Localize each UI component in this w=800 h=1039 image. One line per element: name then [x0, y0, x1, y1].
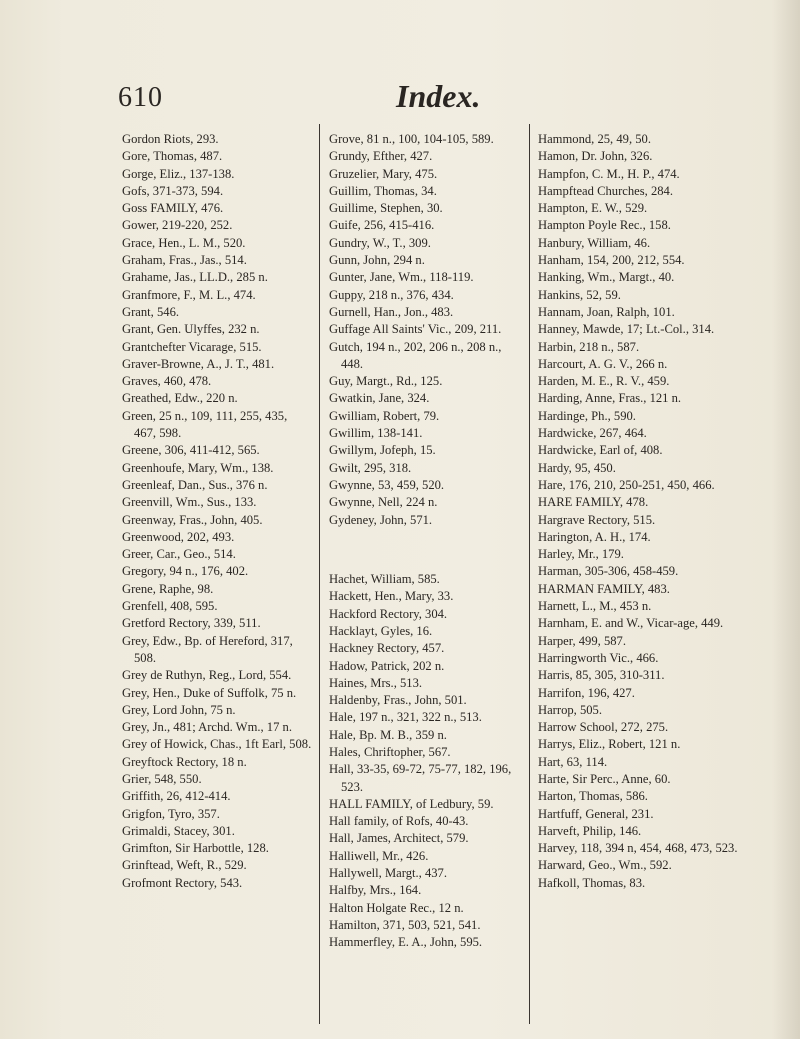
index-entry: Halton Holgate Rec., 12 n.	[329, 900, 464, 915]
index-entry: Hackford Rectory, 304.	[329, 606, 448, 621]
index-entry: Haldenby, Fras., John, 501.	[329, 693, 467, 708]
index-entry: Grey de Ruthyn, Reg., Lord, 554.	[122, 668, 292, 683]
index-entry: Greyftock Rectory, 18 n.	[122, 754, 247, 769]
index-entry: Grimaldi, Stacey, 301.	[122, 823, 235, 838]
index-entry: Grant, 546.	[122, 304, 180, 319]
index-entry: Harrifon, 196, 427.	[538, 685, 635, 700]
index-entry: Grey, Lord John, 75 n.	[122, 702, 236, 717]
index-entry: Gunter, Jane, Wm., 118-119.	[329, 270, 474, 285]
index-entry: HARE FAMILY, 478.	[538, 495, 649, 510]
index-entry: Grey, Edw., Bp. of Hereford, 317, 508.	[122, 633, 293, 665]
index-entry: Grenfell, 408, 595.	[122, 599, 218, 614]
index-entry: Harvey, 118, 394 n, 454, 468, 473, 523.	[538, 841, 738, 856]
index-entry: Greenvill, Wm., Sus., 133.	[122, 495, 257, 510]
index-entry: Gydeney, John, 571.	[329, 512, 433, 527]
index-entry: Harris, 85, 305, 310-311.	[538, 668, 665, 683]
index-entry: Harnett, L., M., 453 n.	[538, 599, 652, 614]
index-entry: Hannam, Joan, Ralph, 101.	[538, 304, 675, 319]
index-entry: Grofmont Rectory, 543.	[122, 875, 243, 890]
index-entry: Hale, 197 n., 321, 322 n., 513.	[329, 710, 482, 725]
index-entry: Gwynne, 53, 459, 520.	[329, 477, 445, 492]
index-entry: Grace, Hen., L. M., 520.	[122, 235, 246, 250]
index-entry: Hafkoll, Thomas, 83.	[538, 875, 646, 890]
index-entry: Gurnell, Han., Jon., 483.	[329, 304, 454, 319]
index-entry: Hachet, William, 585.	[329, 572, 440, 587]
index-entry: Harbin, 218 n., 587.	[538, 339, 640, 354]
index-entry: Hamilton, 371, 503, 521, 541.	[329, 917, 481, 932]
index-entry: Gwynne, Nell, 224 n.	[329, 495, 438, 510]
index-column-2	[329, 131, 525, 952]
index-entry: Hardinge, Ph., 590.	[538, 408, 636, 423]
index-entry: Harley, Mr., 179.	[538, 547, 624, 562]
index-entry: Harcourt, A. G. V., 266 n.	[538, 356, 668, 371]
index-entry: Gruzelier, Mary, 475.	[329, 166, 438, 181]
index-entry: Gundry, W., T., 309.	[329, 235, 431, 250]
index-entry: Green, 25 n., 109, 111, 255, 435, 467, 598.	[122, 408, 288, 441]
index-entry: Hadow, Patrick, 202 n.	[329, 658, 445, 673]
page-number: 610	[118, 82, 163, 113]
index-entry: Hanham, 154, 200, 212, 554.	[538, 253, 685, 268]
index-entry: Grigfon, Tyro, 357.	[122, 806, 220, 821]
index-entry: HALL FAMILY, of Ledbury, 59.	[329, 796, 494, 811]
index-entry: Hales, Chriftopher, 567.	[329, 744, 451, 759]
index-entry: Harrys, Eliz., Robert, 121 n.	[538, 737, 681, 752]
index-entry: Guy, Margt., Rd., 125.	[329, 374, 443, 389]
index-entry: Halfby, Mrs., 164.	[329, 883, 422, 898]
index-entry: Greer, Car., Geo., 514.	[122, 547, 236, 562]
index-entry: Greenwood, 202, 493.	[122, 529, 235, 544]
index-entry: Grey of Howick, Chas., 1ft Earl, 508.	[122, 737, 312, 752]
index-entry: Harward, Geo., Wm., 592.	[538, 858, 672, 873]
index-column-3	[538, 131, 738, 892]
index-entry: Harrow School, 272, 275.	[538, 720, 669, 735]
index-entry: Harding, Anne, Fras., 121 n.	[538, 391, 682, 406]
index-entry: Grundy, Efther, 427.	[329, 149, 433, 164]
column-rule	[529, 124, 530, 1024]
index-entry: Gutch, 194 n., 202, 206 n., 208 n., 448.	[329, 339, 502, 371]
index-entry: Hale, Bp. M. B., 359 n.	[329, 727, 447, 742]
index-entry: Hanking, Wm., Margt., 40.	[538, 270, 675, 285]
index-entry: Grier, 548, 550.	[122, 771, 202, 786]
index-entry: Greenway, Fras., John, 405.	[122, 512, 263, 527]
index-entry: Hanney, Mawde, 17; Lt.-Col., 314.	[538, 322, 715, 337]
index-entry: Hacklayt, Gyles, 16.	[329, 623, 433, 638]
index-entry: Graves, 460, 478.	[122, 374, 212, 389]
index-entry: Gofs, 371-373, 594.	[122, 183, 224, 198]
index-entry: Gwilliam, Robert, 79.	[329, 408, 440, 423]
index-entry: Harringworth Vic., 466.	[538, 650, 659, 665]
index-entry: Hall family, of Rofs, 40-43.	[329, 814, 469, 829]
index-entry: Hampton, E. W., 529.	[538, 201, 648, 216]
index-entry: Grimfton, Sir Harbottle, 128.	[122, 841, 269, 856]
index-entry: Grantchefter Vicarage, 515.	[122, 339, 262, 354]
index-entry: Graham, Fras., Jas., 514.	[122, 253, 247, 268]
index-entry: Hampton Poyle Rec., 158.	[538, 218, 671, 233]
index-entry: Gwillim, 138-141.	[329, 426, 423, 441]
index-entry: Gwillym, Jofeph, 15.	[329, 443, 436, 458]
index-entry: Haines, Mrs., 513.	[329, 675, 423, 690]
index-entry: Gregory, 94 n., 176, 402.	[122, 564, 249, 579]
running-title: Index.	[396, 78, 481, 114]
index-entry: Griffith, 26, 412-414.	[122, 789, 231, 804]
index-entry: Gwilt, 295, 318.	[329, 460, 412, 475]
index-entry: Hartfuff, General, 231.	[538, 806, 654, 821]
index-entry: Hargrave Rectory, 515.	[538, 512, 656, 527]
index-entry: Grey, Hen., Duke of Suffolk, 75 n.	[122, 685, 297, 700]
index-entry: Grahame, Jas., LL.D., 285 n.	[122, 270, 268, 285]
index-entry: Greene, 306, 411-412, 565.	[122, 443, 260, 458]
column-rule	[319, 124, 320, 1024]
index-entry: Grant, Gen. Ulyffes, 232 n.	[122, 322, 260, 337]
index-column-1	[122, 131, 312, 892]
index-entry: HARMAN FAMILY, 483.	[538, 581, 670, 596]
index-entry: Gorge, Eliz., 137-138.	[122, 166, 235, 181]
index-entry: Harnham, E. and W., Vicar-age, 449.	[538, 616, 724, 631]
index-entry: Granfmore, F., M. L., 474.	[122, 287, 256, 302]
index-entry: Gore, Thomas, 487.	[122, 149, 223, 164]
index-entry: Grene, Raphe, 98.	[122, 581, 214, 596]
index-entry: Guillim, Thomas, 34.	[329, 183, 437, 198]
index-entry: Gordon Riots, 293.	[122, 132, 219, 146]
index-entry: Grinftead, Weft, R., 529.	[122, 858, 247, 873]
index-entry: Guillime, Stephen, 30.	[329, 201, 443, 216]
index-entry: Harington, A. H., 174.	[538, 529, 651, 544]
index-entry: Hardy, 95, 450.	[538, 460, 616, 475]
index-entry: Greenhoufe, Mary, Wm., 138.	[122, 460, 274, 475]
index-entry: Hallywell, Margt., 437.	[329, 866, 447, 881]
index-entry: Harveft, Philip, 146.	[538, 823, 642, 838]
index-entry: Halliwell, Mr., 426.	[329, 848, 429, 863]
index-entry: Gwatkin, Jane, 324.	[329, 391, 430, 406]
index-entry: Grove, 81 n., 100, 104-105, 589.	[329, 132, 494, 146]
index-entry: Harper, 499, 587.	[538, 633, 626, 648]
index-entry: Guife, 256, 415-416.	[329, 218, 435, 233]
index-entry: Hammerfley, E. A., John, 595.	[329, 935, 483, 950]
index-section-gap	[329, 541, 525, 558]
index-entry: Hardwicke, 267, 464.	[538, 426, 647, 441]
index-entry: Hackney Rectory, 457.	[329, 641, 445, 656]
index-entry: Hanbury, William, 46.	[538, 235, 651, 250]
index-entry: Hamon, Dr. John, 326.	[538, 149, 653, 164]
index-entry: Hall, 33-35, 69-72, 75-77, 182, 196, 523.	[329, 762, 512, 794]
index-entry: Goss FAMILY, 476.	[122, 201, 224, 216]
index-entry: Hart, 63, 114.	[538, 754, 608, 769]
page-edge-shadow	[772, 0, 800, 1039]
index-entry: Greathed, Edw., 220 n.	[122, 391, 238, 406]
index-entry: Harman, 305-306, 458-459.	[538, 564, 679, 579]
index-entry: Harton, Thomas, 586.	[538, 789, 648, 804]
index-entry: Harrop, 505.	[538, 702, 603, 717]
index-entry: Graver-Browne, A., J. T., 481.	[122, 356, 275, 371]
index-entry: Hall, James, Architect, 579.	[329, 831, 469, 846]
index-entry: Gretford Rectory, 339, 511.	[122, 616, 261, 631]
index-entry: Guffage All Saints' Vic., 209, 211.	[329, 322, 502, 337]
index-entry: Harden, M. E., R. V., 459.	[538, 374, 670, 389]
index-entry: Greenleaf, Dan., Sus., 376 n.	[122, 477, 268, 492]
index-entry: Hampftead Churches, 284.	[538, 183, 673, 198]
index-entry: Gunn, John, 294 n.	[329, 253, 425, 268]
index-entry: Hankins, 52, 59.	[538, 287, 621, 302]
index-entry: Hardwicke, Earl of, 408.	[538, 443, 663, 458]
index-entry: Guppy, 218 n., 376, 434.	[329, 287, 454, 302]
index-entry: Hare, 176, 210, 250-251, 450, 466.	[538, 477, 715, 492]
index-entry: Hammond, 25, 49, 50.	[538, 132, 651, 146]
index-entry: Hackett, Hen., Mary, 33.	[329, 589, 454, 604]
index-entry: Gower, 219-220, 252.	[122, 218, 233, 233]
index-entry: Grey, Jn., 481; Archd. Wm., 17 n.	[122, 720, 292, 735]
index-entry: Harte, Sir Perc., Anne, 60.	[538, 771, 671, 786]
index-entry: Hampfon, C. M., H. P., 474.	[538, 166, 680, 181]
